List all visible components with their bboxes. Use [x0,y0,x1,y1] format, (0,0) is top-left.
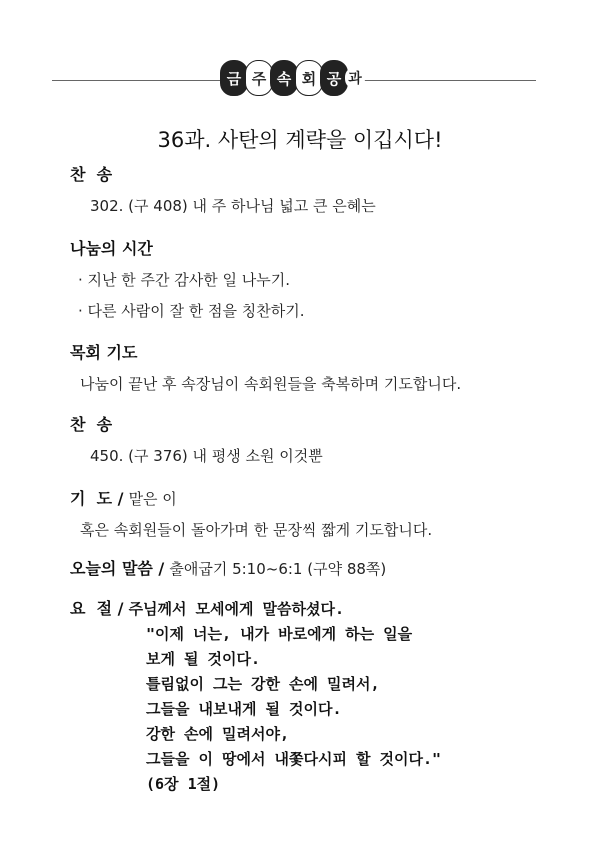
summary-line-1: 주님께서 모세에게 말씀하셨다. [128,600,345,618]
header-badge-6: 과 [345,67,365,89]
summary-line-8: (6장 1절) [146,775,221,793]
sharing-item-2: · 다른 사람이 잘 한 점을 칭찬하기. [78,302,305,320]
prayer-label: 기 도 / [70,489,124,508]
header-badge-5: 공 [320,60,348,96]
sharing-item-1: · 지난 한 주간 감사한 일 나누기. [78,271,291,289]
header-badge-3: 속 [270,60,298,96]
hymn1-section [70,162,560,216]
header-badge-4: 회 [295,60,323,96]
prayer-meeting-text: 나눔이 끝난 후 속장님이 속회원들을 축복하며 기도합니다. [80,375,462,393]
prayer-meeting-section [70,340,560,394]
summary-line-2: "이제 너는, 내가 바로에게 하는 일을 [146,625,413,643]
prayer-who: 맡은 이 [128,490,177,508]
header-badges [220,60,362,96]
hymn1-label: 찬 송 [70,165,113,184]
word-section [70,556,560,579]
prayer-meeting-label: 목회 기도 [70,343,138,362]
word-label: 오늘의 말씀 / [70,559,165,578]
sharing-label: 나눔의 시간 [70,239,153,258]
prayer-section [70,486,560,540]
hymn1-text: 302. (구 408) 내 주 하나님 넓고 큰 은혜는 [90,197,376,215]
summary-line-4: 틀림없이 그는 강한 손에 밀려서, [146,675,380,693]
word-text: 출애굽기 5:10~6:1 (구약 88쪽) [169,560,387,578]
prayer-text: 혹은 속회원들이 돌아가며 한 문장씩 짧게 기도합니다. [80,521,433,539]
hymn2-label: 찬 송 [70,415,113,434]
summary-label: 요 절 / [70,599,124,618]
summary-line-5: 그들을 내보내게 될 것이다. [146,700,342,718]
header-badge-2: 주 [245,60,273,96]
summary-line-7: 그들을 이 땅에서 내쫓다시피 할 것이다." [146,750,442,768]
sharing-section [70,236,560,321]
summary-line-6: 강한 손에 밀려서야, [146,725,290,743]
summary-section [70,596,560,797]
hymn2-text: 450. (구 376) 내 평생 소원 이것뿐 [90,447,323,465]
header-badge-1: 금 [220,60,248,96]
hymn2-section [70,412,560,466]
summary-line-3: 보게 될 것이다. [146,650,261,668]
lesson-title: 36과. 사탄의 계략을 이깁시다! [157,128,443,152]
